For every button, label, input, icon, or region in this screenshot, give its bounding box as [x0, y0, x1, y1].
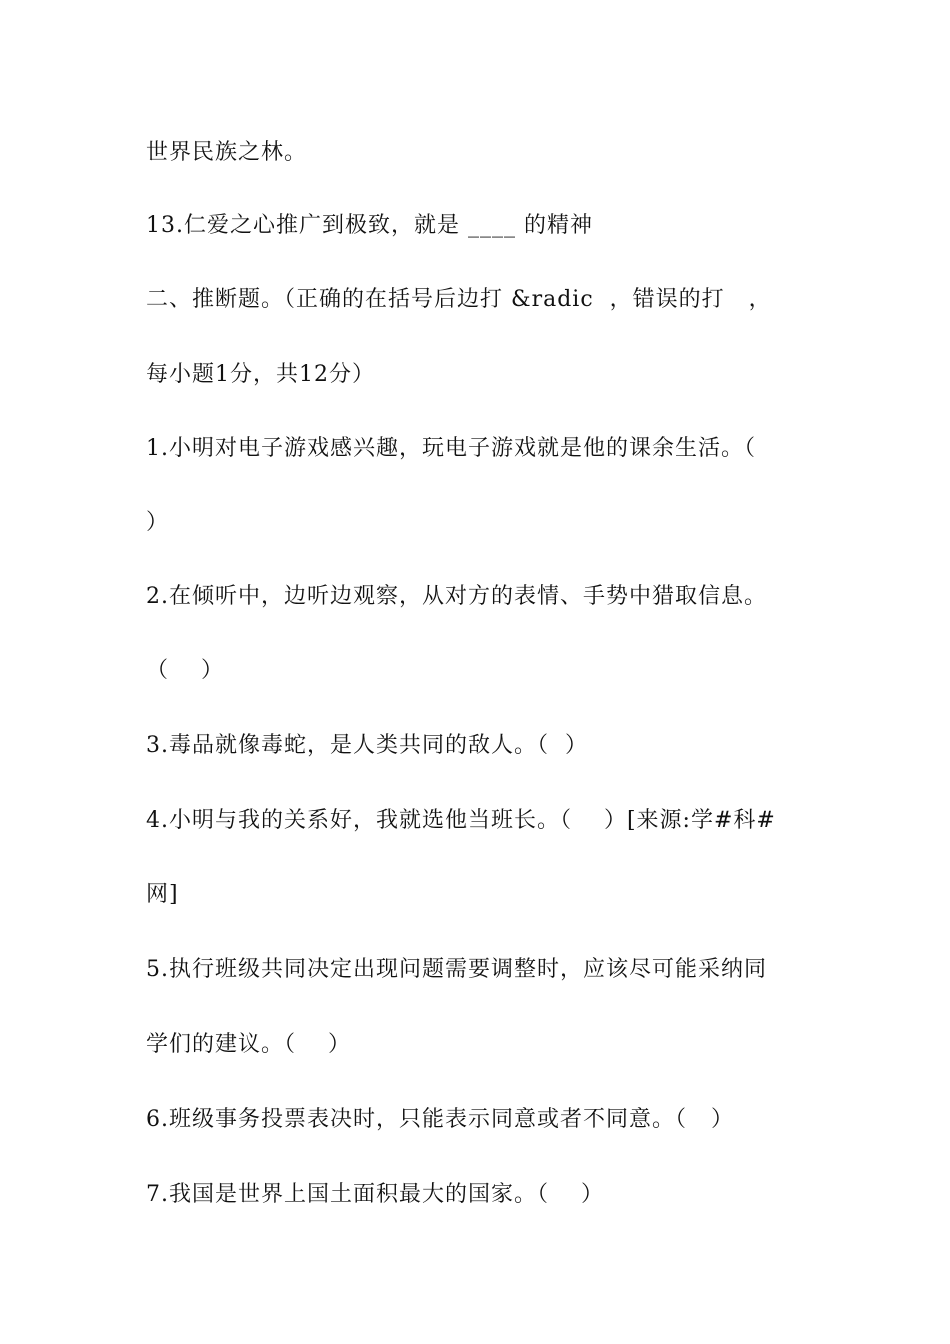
judgment-question-5: 5.执行班级共同决定出现问题需要调整时，应该尽可能采纳同 [146, 957, 767, 982]
judgment-question-7: 7.我国是世界上国土面积最大的国家。（ ） [146, 1182, 604, 1207]
section-heading-judgment: 二、推断题。（正确的在括号后边打 &radic ，错误的打 ， [146, 287, 772, 312]
judgment-question-4-cont: 网] [146, 882, 179, 907]
judgment-question-2-cont: （ ） [146, 658, 224, 683]
judgment-question-1-cont: ） [146, 510, 170, 535]
judgment-question-2: 2.在倾听中，边听边观察，从对方的表情、手势中猎取信息。 [146, 584, 767, 609]
judgment-question-4: 4.小明与我的关系好，我就选他当班长。（ ）[来源:学#科# [146, 808, 776, 833]
judgment-question-6: 6.班级事务投票表决时，只能表示同意或者不同意。（ ） [146, 1107, 734, 1132]
judgment-question-5-cont: 学们的建议。（ ） [146, 1032, 351, 1057]
section-heading-scoring: 每小题1分，共12分） [146, 362, 375, 387]
question-13: 13.仁爱之心推广到极致，就是 ____ 的精神 [146, 213, 593, 238]
judgment-question-3: 3.毒品就像毒蛇，是人类共同的敌人。（ ） [146, 733, 588, 758]
judgment-question-1: 1.小明对电子游戏感兴趣，玩电子游戏就是他的课余生活。（ [146, 436, 756, 461]
text-line-1: 世界民族之林。 [146, 140, 308, 165]
